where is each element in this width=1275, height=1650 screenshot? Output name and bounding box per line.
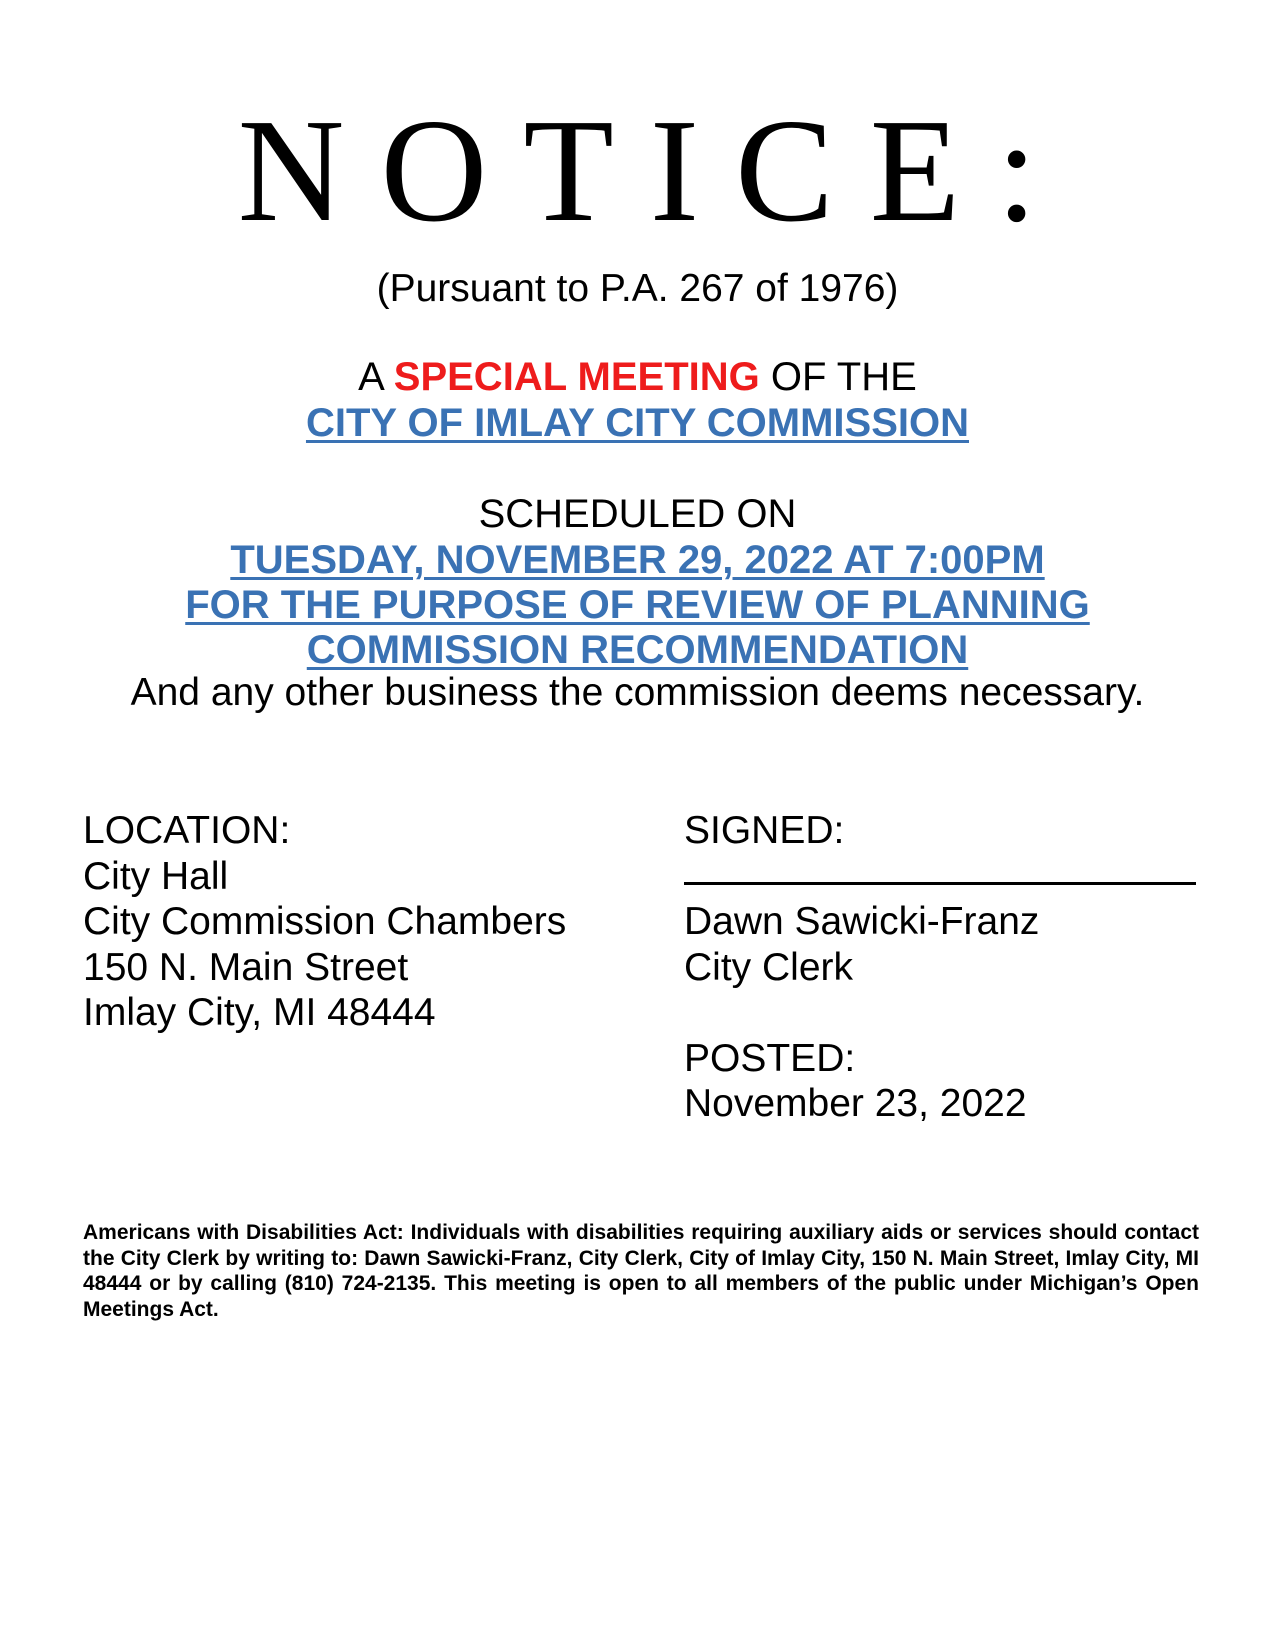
location-label: LOCATION: (83, 809, 291, 852)
location-line: 150 N. Main Street (83, 945, 409, 989)
location-line: City Commission Chambers (83, 900, 567, 943)
special-meeting-text: SPECIAL MEETING (393, 355, 760, 399)
ada-notice: Americans with Disabilities Act: Individuals with disabilities requiring auxiliary aids or services should contact the City Clerk by writing to: Dawn Sawicki-Franz, City Clerk, City of Imlay City, 150 N. Main Street, Imlay City, MI 48444 or by calling (810) 724-2135. This meeting is open to all members of the public under Michigan’s Open Meetings Act. (83, 1221, 1199, 1321)
meeting-line (0, 354, 1275, 400)
purpose-text-2: COMMISSION RECOMMENDATION (306, 628, 969, 672)
pursuant-line: (Pursuant to P.A. 267 of 1976) (376, 267, 899, 310)
purpose-line-2 (0, 627, 1275, 673)
purpose-text-1: FOR THE PURPOSE OF REVIEW OF PLANNING (185, 583, 1090, 627)
meeting-prefix: A (358, 355, 394, 399)
date-line (0, 537, 1275, 583)
location-line: Imlay City, MI 48444 (83, 991, 436, 1034)
other-business-line: And any other business the commission deems necessary. (130, 671, 1145, 714)
commission-name-link: CITY OF IMLAY CITY COMMISSION (305, 401, 970, 445)
signer-title: City Clerk (684, 945, 854, 989)
notice-title: NOTICE: (237, 89, 1074, 253)
purpose-line-1 (0, 582, 1275, 628)
scheduled-label: SCHEDULED ON (478, 492, 797, 536)
signature-underline (684, 882, 1196, 885)
spacer (684, 990, 1204, 1036)
commission-line (0, 400, 1275, 446)
signed-label: SIGNED: (684, 809, 845, 852)
signature-block (684, 808, 1204, 1127)
location-line: City Hall (83, 854, 229, 898)
location-block (83, 808, 643, 1036)
meeting-suffix: OF THE (759, 355, 917, 399)
posted-label: POSTED: (684, 1036, 856, 1080)
signature-line (684, 854, 1204, 900)
signer-name: Dawn Sawicki-Franz (684, 900, 1040, 943)
posted-date: November 23, 2022 (684, 1082, 1027, 1125)
meeting-date-time: TUESDAY, NOVEMBER 29, 2022 AT 7:00PM (230, 538, 1045, 582)
